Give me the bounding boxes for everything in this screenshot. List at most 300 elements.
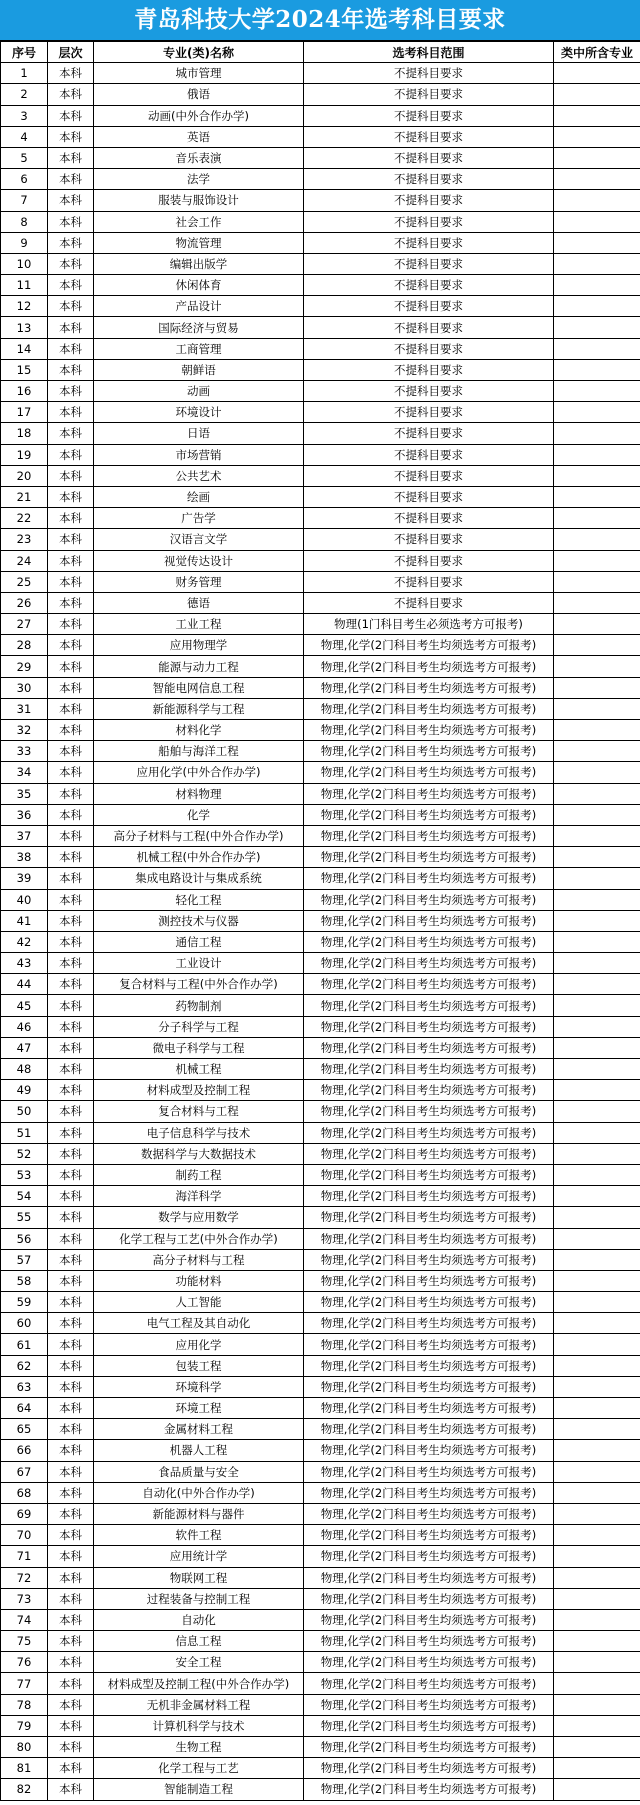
cell-major: 英语 (94, 126, 304, 147)
cell-no: 15 (1, 359, 48, 380)
cell-no: 8 (1, 211, 48, 232)
cell-no: 39 (1, 868, 48, 889)
cell-major: 法学 (94, 169, 304, 190)
cell-level: 本科 (48, 1652, 94, 1673)
cell-requirement: 不提科目要求 (304, 359, 554, 380)
cell-no: 78 (1, 1694, 48, 1715)
cell-no: 18 (1, 423, 48, 444)
cell-no: 46 (1, 1016, 48, 1037)
cell-no: 25 (1, 571, 48, 592)
cell-requirement: 不提科目要求 (304, 338, 554, 359)
cell-category (554, 1461, 640, 1482)
cell-no: 38 (1, 847, 48, 868)
cell-category (554, 1567, 640, 1588)
table-row (1, 1037, 640, 1058)
cell-requirement: 物理,化学(2门科目考生均须选考方可报考) (304, 656, 554, 677)
cell-requirement: 物理,化学(2门科目考生均须选考方可报考) (304, 1525, 554, 1546)
table-row (1, 1334, 640, 1355)
cell-level: 本科 (48, 1059, 94, 1080)
table-row (1, 592, 640, 613)
cell-requirement: 不提科目要求 (304, 63, 554, 84)
cell-level: 本科 (48, 465, 94, 486)
cell-level: 本科 (48, 253, 94, 274)
cell-level: 本科 (48, 656, 94, 677)
cell-no: 74 (1, 1609, 48, 1630)
cell-no: 51 (1, 1122, 48, 1143)
cell-category (554, 486, 640, 507)
cell-major: 工业工程 (94, 614, 304, 635)
table-row (1, 402, 640, 423)
table-row (1, 317, 640, 338)
cell-major: 新能源材料与器件 (94, 1503, 304, 1524)
cell-category (554, 783, 640, 804)
cell-level: 本科 (48, 1461, 94, 1482)
cell-no: 14 (1, 338, 48, 359)
cell-major: 智能电网信息工程 (94, 677, 304, 698)
table-row (1, 359, 640, 380)
cell-level: 本科 (48, 1186, 94, 1207)
cell-level: 本科 (48, 1334, 94, 1355)
cell-category (554, 1652, 640, 1673)
cell-requirement: 物理,化学(2门科目考生均须选考方可报考) (304, 1546, 554, 1567)
cell-requirement: 不提科目要求 (304, 253, 554, 274)
cell-requirement: 物理,化学(2门科目考生均须选考方可报考) (304, 720, 554, 741)
cell-level: 本科 (48, 931, 94, 952)
cell-requirement: 物理,化学(2门科目考生均须选考方可报考) (304, 1631, 554, 1652)
cell-category (554, 762, 640, 783)
cell-major: 物联网工程 (94, 1567, 304, 1588)
cell-major: 产品设计 (94, 296, 304, 317)
cell-level: 本科 (48, 1525, 94, 1546)
table-row (1, 953, 640, 974)
table-row (1, 1567, 640, 1588)
table-row (1, 232, 640, 253)
cell-major: 市场营销 (94, 444, 304, 465)
cell-no: 4 (1, 126, 48, 147)
cell-level: 本科 (48, 804, 94, 825)
table-row (1, 1673, 640, 1694)
cell-requirement: 物理,化学(2门科目考生均须选考方可报考) (304, 1461, 554, 1482)
cell-requirement: 不提科目要求 (304, 571, 554, 592)
cell-requirement: 不提科目要求 (304, 508, 554, 529)
cell-level: 本科 (48, 1567, 94, 1588)
cell-no: 75 (1, 1631, 48, 1652)
cell-category (554, 720, 640, 741)
cell-requirement: 不提科目要求 (304, 296, 554, 317)
cell-level: 本科 (48, 550, 94, 571)
cell-major: 材料成型及控制工程 (94, 1080, 304, 1101)
table-row (1, 381, 640, 402)
cell-level: 本科 (48, 910, 94, 931)
cell-major: 集成电路设计与集成系统 (94, 868, 304, 889)
cell-requirement: 不提科目要求 (304, 169, 554, 190)
cell-no: 11 (1, 275, 48, 296)
cell-requirement: 不提科目要求 (304, 126, 554, 147)
cell-major: 工商管理 (94, 338, 304, 359)
cell-no: 40 (1, 889, 48, 910)
table-row (1, 1482, 640, 1503)
cell-category (554, 529, 640, 550)
cell-level: 本科 (48, 232, 94, 253)
cell-level: 本科 (48, 741, 94, 762)
cell-requirement: 物理,化学(2门科目考生均须选考方可报考) (304, 1440, 554, 1461)
table-row (1, 931, 640, 952)
table-row (1, 105, 640, 126)
table-row (1, 253, 640, 274)
cell-major: 机械工程(中外合作办学) (94, 847, 304, 868)
cell-level: 本科 (48, 1228, 94, 1249)
cell-no: 82 (1, 1779, 48, 1800)
cell-major: 人工智能 (94, 1292, 304, 1313)
cell-category (554, 1101, 640, 1122)
cell-major: 船舶与海洋工程 (94, 741, 304, 762)
cell-requirement: 不提科目要求 (304, 211, 554, 232)
cell-major: 自动化(中外合作办学) (94, 1482, 304, 1503)
cell-major: 制药工程 (94, 1164, 304, 1185)
cell-requirement: 物理(1门科目考生必须选考方可报考) (304, 614, 554, 635)
cell-category (554, 1249, 640, 1270)
cell-level: 本科 (48, 84, 94, 105)
cell-no: 5 (1, 147, 48, 168)
table-row (1, 1461, 640, 1482)
cell-category (554, 423, 640, 444)
cell-no: 63 (1, 1376, 48, 1397)
cell-requirement: 物理,化学(2门科目考生均须选考方可报考) (304, 953, 554, 974)
cell-category (554, 592, 640, 613)
cell-requirement: 物理,化学(2门科目考生均须选考方可报考) (304, 1143, 554, 1164)
cell-category (554, 190, 640, 211)
cell-no: 59 (1, 1292, 48, 1313)
header-row (1, 42, 640, 63)
table-row (1, 1503, 640, 1524)
cell-level: 本科 (48, 1609, 94, 1630)
table-row (1, 1016, 640, 1037)
cell-category (554, 974, 640, 995)
cell-no: 54 (1, 1186, 48, 1207)
cell-major: 国际经济与贸易 (94, 317, 304, 338)
cell-category (554, 1059, 640, 1080)
cell-category (554, 402, 640, 423)
header-no: 序号 (1, 42, 48, 63)
table-row (1, 1270, 640, 1291)
table-row (1, 571, 640, 592)
cell-major: 机器人工程 (94, 1440, 304, 1461)
cell-major: 金属材料工程 (94, 1419, 304, 1440)
cell-major: 能源与动力工程 (94, 656, 304, 677)
cell-no: 56 (1, 1228, 48, 1249)
cell-level: 本科 (48, 1037, 94, 1058)
cell-no: 69 (1, 1503, 48, 1524)
cell-major: 日语 (94, 423, 304, 444)
table-row (1, 1080, 640, 1101)
cell-no: 20 (1, 465, 48, 486)
cell-major: 高分子材料与工程(中外合作办学) (94, 825, 304, 846)
cell-level: 本科 (48, 275, 94, 296)
cell-level: 本科 (48, 974, 94, 995)
cell-no: 72 (1, 1567, 48, 1588)
table-row (1, 1652, 640, 1673)
cell-level: 本科 (48, 296, 94, 317)
cell-major: 德语 (94, 592, 304, 613)
cell-no: 16 (1, 381, 48, 402)
cell-no: 21 (1, 486, 48, 507)
cell-level: 本科 (48, 1270, 94, 1291)
cell-level: 本科 (48, 995, 94, 1016)
cell-category (554, 825, 640, 846)
table-row (1, 635, 640, 656)
cell-category (554, 1694, 640, 1715)
cell-no: 55 (1, 1207, 48, 1228)
cell-major: 环境工程 (94, 1398, 304, 1419)
cell-no: 33 (1, 741, 48, 762)
cell-level: 本科 (48, 444, 94, 465)
cell-requirement: 物理,化学(2门科目考生均须选考方可报考) (304, 1376, 554, 1397)
cell-no: 50 (1, 1101, 48, 1122)
cell-major: 测控技术与仪器 (94, 910, 304, 931)
cell-no: 77 (1, 1673, 48, 1694)
table-row (1, 84, 640, 105)
table-row (1, 677, 640, 698)
cell-requirement: 不提科目要求 (304, 423, 554, 444)
cell-requirement: 物理,化学(2门科目考生均须选考方可报考) (304, 635, 554, 656)
cell-level: 本科 (48, 635, 94, 656)
cell-major: 微电子科学与工程 (94, 1037, 304, 1058)
cell-category (554, 677, 640, 698)
cell-major: 服装与服饰设计 (94, 190, 304, 211)
cell-level: 本科 (48, 698, 94, 719)
cell-requirement: 物理,化学(2门科目考生均须选考方可报考) (304, 1249, 554, 1270)
table-row (1, 190, 640, 211)
cell-category (554, 1482, 640, 1503)
cell-category (554, 1503, 640, 1524)
cell-category (554, 508, 640, 529)
cell-category (554, 910, 640, 931)
table-row (1, 169, 640, 190)
cell-no: 62 (1, 1355, 48, 1376)
table-row (1, 338, 640, 359)
cell-major: 视觉传达设计 (94, 550, 304, 571)
cell-category (554, 444, 640, 465)
cell-category (554, 1164, 640, 1185)
cell-major: 分子科学与工程 (94, 1016, 304, 1037)
cell-major: 生物工程 (94, 1737, 304, 1758)
table-row (1, 423, 640, 444)
cell-level: 本科 (48, 1440, 94, 1461)
cell-requirement: 物理,化学(2门科目考生均须选考方可报考) (304, 1588, 554, 1609)
table-row (1, 1355, 640, 1376)
cell-major: 轻化工程 (94, 889, 304, 910)
cell-requirement: 物理,化学(2门科目考生均须选考方可报考) (304, 1419, 554, 1440)
cell-category (554, 1779, 640, 1800)
cell-category (554, 614, 640, 635)
table-row (1, 147, 640, 168)
cell-major: 环境科学 (94, 1376, 304, 1397)
cell-requirement: 物理,化学(2门科目考生均须选考方可报考) (304, 1567, 554, 1588)
cell-no: 60 (1, 1313, 48, 1334)
cell-level: 本科 (48, 677, 94, 698)
table-row (1, 1779, 640, 1800)
table-row (1, 910, 640, 931)
table-row (1, 1546, 640, 1567)
cell-requirement: 物理,化学(2门科目考生均须选考方可报考) (304, 1101, 554, 1122)
cell-no: 64 (1, 1398, 48, 1419)
cell-level: 本科 (48, 1207, 94, 1228)
cell-major: 智能制造工程 (94, 1779, 304, 1800)
header-major: 专业(类)名称 (94, 42, 304, 63)
cell-no: 34 (1, 762, 48, 783)
cell-no: 68 (1, 1482, 48, 1503)
cell-category (554, 804, 640, 825)
cell-category (554, 571, 640, 592)
cell-major: 编辑出版学 (94, 253, 304, 274)
cell-requirement: 物理,化学(2门科目考生均须选考方可报考) (304, 910, 554, 931)
cell-requirement: 不提科目要求 (304, 529, 554, 550)
cell-no: 19 (1, 444, 48, 465)
table-row (1, 1758, 640, 1779)
table-row (1, 804, 640, 825)
cell-requirement: 不提科目要求 (304, 275, 554, 296)
cell-category (554, 1207, 640, 1228)
cell-category (554, 1609, 640, 1630)
cell-category (554, 1334, 640, 1355)
cell-category (554, 1143, 640, 1164)
cell-major: 财务管理 (94, 571, 304, 592)
cell-level: 本科 (48, 847, 94, 868)
cell-level: 本科 (48, 825, 94, 846)
table-row (1, 698, 640, 719)
cell-no: 65 (1, 1419, 48, 1440)
cell-requirement: 物理,化学(2门科目考生均须选考方可报考) (304, 1609, 554, 1630)
header-level: 层次 (48, 42, 94, 63)
cell-category (554, 147, 640, 168)
cell-major: 应用统计学 (94, 1546, 304, 1567)
cell-major: 安全工程 (94, 1652, 304, 1673)
cell-requirement: 物理,化学(2门科目考生均须选考方可报考) (304, 1186, 554, 1207)
cell-requirement: 物理,化学(2门科目考生均须选考方可报考) (304, 1270, 554, 1291)
cell-level: 本科 (48, 359, 94, 380)
table-row (1, 275, 640, 296)
cell-no: 66 (1, 1440, 48, 1461)
cell-category (554, 995, 640, 1016)
cell-category (554, 317, 640, 338)
cell-major: 应用化学 (94, 1334, 304, 1355)
cell-level: 本科 (48, 1503, 94, 1524)
cell-major: 化学工程与工艺 (94, 1758, 304, 1779)
cell-level: 本科 (48, 1737, 94, 1758)
table-row (1, 1292, 640, 1313)
cell-level: 本科 (48, 423, 94, 444)
cell-major: 城市管理 (94, 63, 304, 84)
cell-requirement: 物理,化学(2门科目考生均须选考方可报考) (304, 847, 554, 868)
cell-major: 应用物理学 (94, 635, 304, 656)
cell-major: 复合材料与工程(中外合作办学) (94, 974, 304, 995)
cell-no: 42 (1, 931, 48, 952)
table-row (1, 1609, 640, 1630)
cell-requirement: 不提科目要求 (304, 592, 554, 613)
table-row (1, 126, 640, 147)
cell-major: 自动化 (94, 1609, 304, 1630)
table-row (1, 465, 640, 486)
cell-major: 休闲体育 (94, 275, 304, 296)
cell-level: 本科 (48, 1631, 94, 1652)
cell-major: 食品质量与安全 (94, 1461, 304, 1482)
cell-no: 36 (1, 804, 48, 825)
cell-major: 化学 (94, 804, 304, 825)
table-row (1, 1059, 640, 1080)
cell-level: 本科 (48, 1398, 94, 1419)
table-row (1, 1249, 640, 1270)
cell-requirement: 物理,化学(2门科目考生均须选考方可报考) (304, 1673, 554, 1694)
cell-requirement: 不提科目要求 (304, 232, 554, 253)
header-category: 类中所含专业 (554, 42, 640, 63)
cell-level: 本科 (48, 1080, 94, 1101)
table-row (1, 529, 640, 550)
cell-no: 41 (1, 910, 48, 931)
cell-level: 本科 (48, 126, 94, 147)
cell-major: 材料化学 (94, 720, 304, 741)
cell-level: 本科 (48, 1164, 94, 1185)
cell-no: 27 (1, 614, 48, 635)
cell-requirement: 物理,化学(2门科目考生均须选考方可报考) (304, 804, 554, 825)
cell-category (554, 1737, 640, 1758)
cell-category (554, 1631, 640, 1652)
cell-requirement: 不提科目要求 (304, 486, 554, 507)
cell-no: 52 (1, 1143, 48, 1164)
cell-major: 海洋科学 (94, 1186, 304, 1207)
table-row (1, 508, 640, 529)
cell-level: 本科 (48, 762, 94, 783)
cell-requirement: 物理,化学(2门科目考生均须选考方可报考) (304, 1758, 554, 1779)
cell-category (554, 296, 640, 317)
cell-major: 电子信息科学与技术 (94, 1122, 304, 1143)
cell-major: 物流管理 (94, 232, 304, 253)
table-row (1, 1186, 640, 1207)
requirements-table (0, 41, 640, 1801)
cell-no: 81 (1, 1758, 48, 1779)
cell-level: 本科 (48, 381, 94, 402)
cell-level: 本科 (48, 169, 94, 190)
table-row (1, 1737, 640, 1758)
cell-requirement: 物理,化学(2门科目考生均须选考方可报考) (304, 1292, 554, 1313)
cell-level: 本科 (48, 1355, 94, 1376)
table-body (1, 63, 640, 1800)
cell-level: 本科 (48, 338, 94, 359)
table-row (1, 974, 640, 995)
cell-category (554, 169, 640, 190)
page-title: 青岛科技大学2024年选考科目要求 (0, 0, 640, 41)
cell-no: 10 (1, 253, 48, 274)
cell-requirement: 物理,化学(2门科目考生均须选考方可报考) (304, 1228, 554, 1249)
cell-no: 13 (1, 317, 48, 338)
cell-no: 80 (1, 1737, 48, 1758)
cell-no: 9 (1, 232, 48, 253)
cell-no: 79 (1, 1715, 48, 1736)
cell-no: 2 (1, 84, 48, 105)
cell-category (554, 465, 640, 486)
cell-major: 俄语 (94, 84, 304, 105)
cell-category (554, 635, 640, 656)
cell-category (554, 1228, 640, 1249)
table-row (1, 1631, 640, 1652)
cell-requirement: 物理,化学(2门科目考生均须选考方可报考) (304, 1715, 554, 1736)
cell-major: 机械工程 (94, 1059, 304, 1080)
cell-category (554, 1313, 640, 1334)
cell-requirement: 物理,化学(2门科目考生均须选考方可报考) (304, 1080, 554, 1101)
cell-category (554, 698, 640, 719)
cell-category (554, 1376, 640, 1397)
cell-category (554, 253, 640, 274)
cell-requirement: 物理,化学(2门科目考生均须选考方可报考) (304, 825, 554, 846)
